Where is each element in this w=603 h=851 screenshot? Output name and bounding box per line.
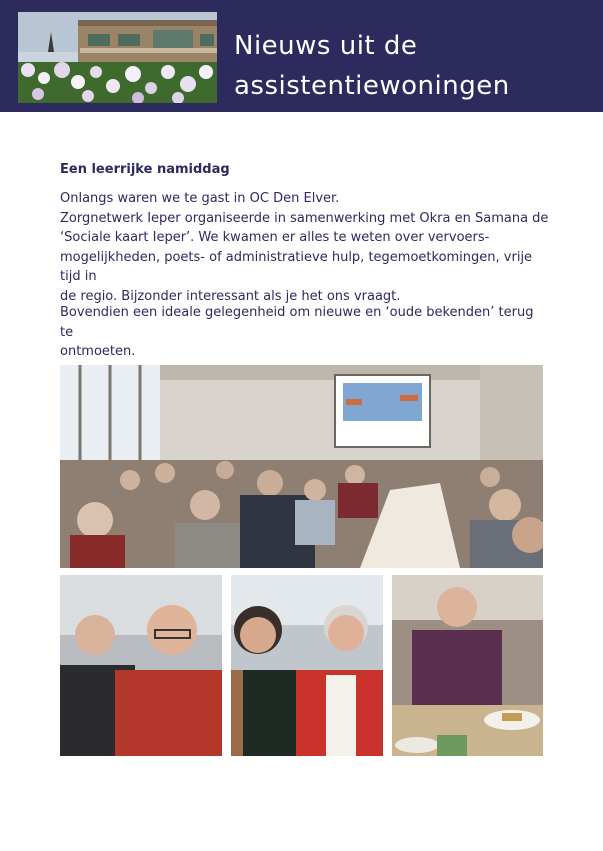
- page-header: [0, 0, 603, 112]
- header-building-photo: [18, 12, 217, 103]
- audience-hall-photo: [60, 365, 543, 568]
- paragraph-1-line: ‘Sociale kaart Ieper’. We kwamen er alles te weten over vervoers-: [60, 230, 490, 245]
- page-title: [234, 26, 510, 106]
- paragraph-1-line: mogelijkheden, poets- of administratieve hulp, tegemoetkomingen, vrije tijd in: [60, 249, 533, 284]
- article-paragraph-1: [60, 189, 550, 306]
- man-eating-photo: [392, 575, 543, 756]
- paragraph-1-line: Onlangs waren we te gast in OC Den Elver.: [60, 191, 340, 206]
- paragraph-2-line: ontmoeten.: [60, 344, 136, 359]
- paragraph-1-line: de regio. Bijzonder interessant als je het ons vraagt.: [60, 288, 401, 304]
- two-men-photo: [60, 575, 222, 756]
- two-women-photo: [231, 575, 383, 756]
- article-heading: Een leerrijke namiddag: [60, 162, 230, 177]
- paragraph-1-line: Zorgnetwerk Ieper organiseerde in samenwerking met Okra en Samana de: [60, 210, 549, 226]
- article-paragraph-2: [60, 303, 550, 362]
- page-title-line1: Nieuws uit de: [234, 31, 418, 61]
- page-title-line2: assistentiewoningen: [234, 71, 510, 101]
- paragraph-2-line: Bovendien een ideale gelegenheid om nieuwe en ‘oude bekenden’ terug te: [60, 305, 534, 340]
